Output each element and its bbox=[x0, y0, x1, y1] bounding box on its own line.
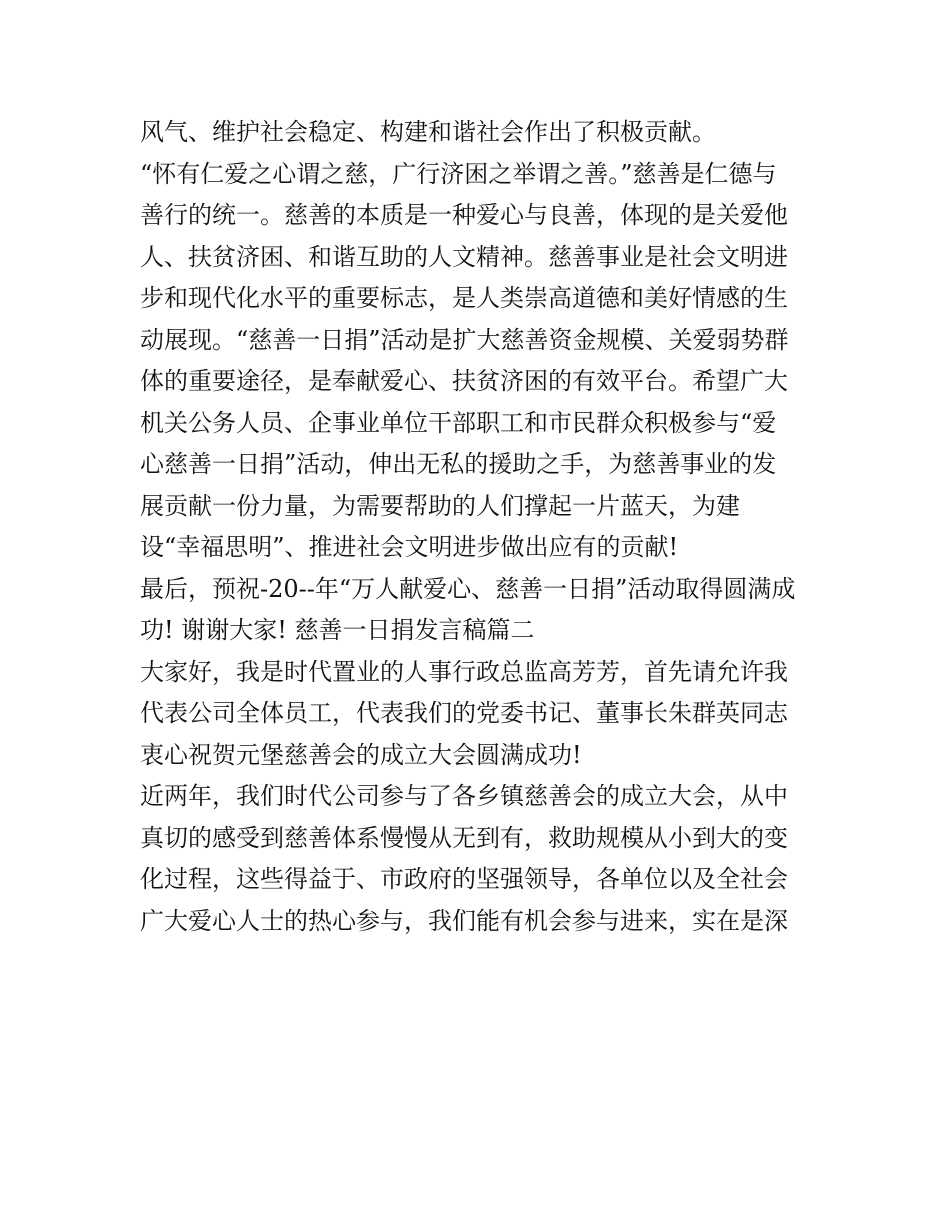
section-title-line: 功! 谢谢大家! 慈善一日捐发言稿篇二 bbox=[140, 616, 535, 644]
text-line: 代表公司全体员工，代表我们的党委书记、董事长朱群英同志 bbox=[140, 699, 788, 727]
document-body bbox=[140, 112, 830, 942]
text-line: 展贡献一份力量，为需要帮助的人们撑起一片蓝天，为建 bbox=[140, 491, 740, 520]
text-line: 机关公务人员、企事业单位干部职工和市民群众积极参与“爱 bbox=[140, 408, 777, 437]
text-line: 衷心祝贺元堡慈善会的成立大会圆满成功! bbox=[140, 740, 582, 769]
text-line: 真切的感受到慈善体系慢慢从无到有，救助规模从小到大的变 bbox=[140, 823, 788, 852]
text-line: 设“幸福思明”、推进社会文明进步做出应有的贡献! bbox=[140, 533, 679, 561]
text-line: 近两年，我们时代公司参与了各乡镇慈善会的成立大会，从中 bbox=[140, 782, 788, 810]
text-line: 大家好，我是时代置业的人事行政总监高芳芳，首先请允许我 bbox=[140, 657, 788, 686]
text-line: 心慈善一日捐”活动，伸出无私的援助之手，为慈善事业的发 bbox=[140, 450, 777, 478]
text-line: 广大爱心人士的热心参与，我们能有机会参与进来，实在是深 bbox=[140, 906, 788, 935]
text-line: 化过程，这些得益于、市政府的坚强领导，各单位以及全社会 bbox=[140, 865, 788, 893]
text-line: 体的重要途径，是奉献爱心、扶贫济困的有效平台。希望广大 bbox=[140, 367, 788, 395]
text-line: 动展现。“慈善一日捐”活动是扩大慈善资金规模、关爱弱势群 bbox=[140, 325, 789, 354]
text-line: 人、扶贫济困、和谐互助的人文精神。慈善事业是社会文明进 bbox=[140, 242, 788, 271]
text-line: 善行的统一。慈善的本质是一种爱心与良善，体现的是关爱他 bbox=[140, 201, 788, 229]
text-line: 风气、维护社会稳定、构建和谐社会作出了积极贡献。 bbox=[140, 118, 716, 146]
text-line: 最后，预祝-20--年“万人献爱心、慈善一日捐”活动取得圆满成 bbox=[140, 574, 796, 603]
text-line: “怀有仁爱之心谓之慈，广行济困之举谓之善。”慈善是仁德与 bbox=[140, 159, 777, 188]
text-line: 步和现代化水平的重要标志，是人类崇高道德和美好情感的生 bbox=[140, 284, 788, 312]
